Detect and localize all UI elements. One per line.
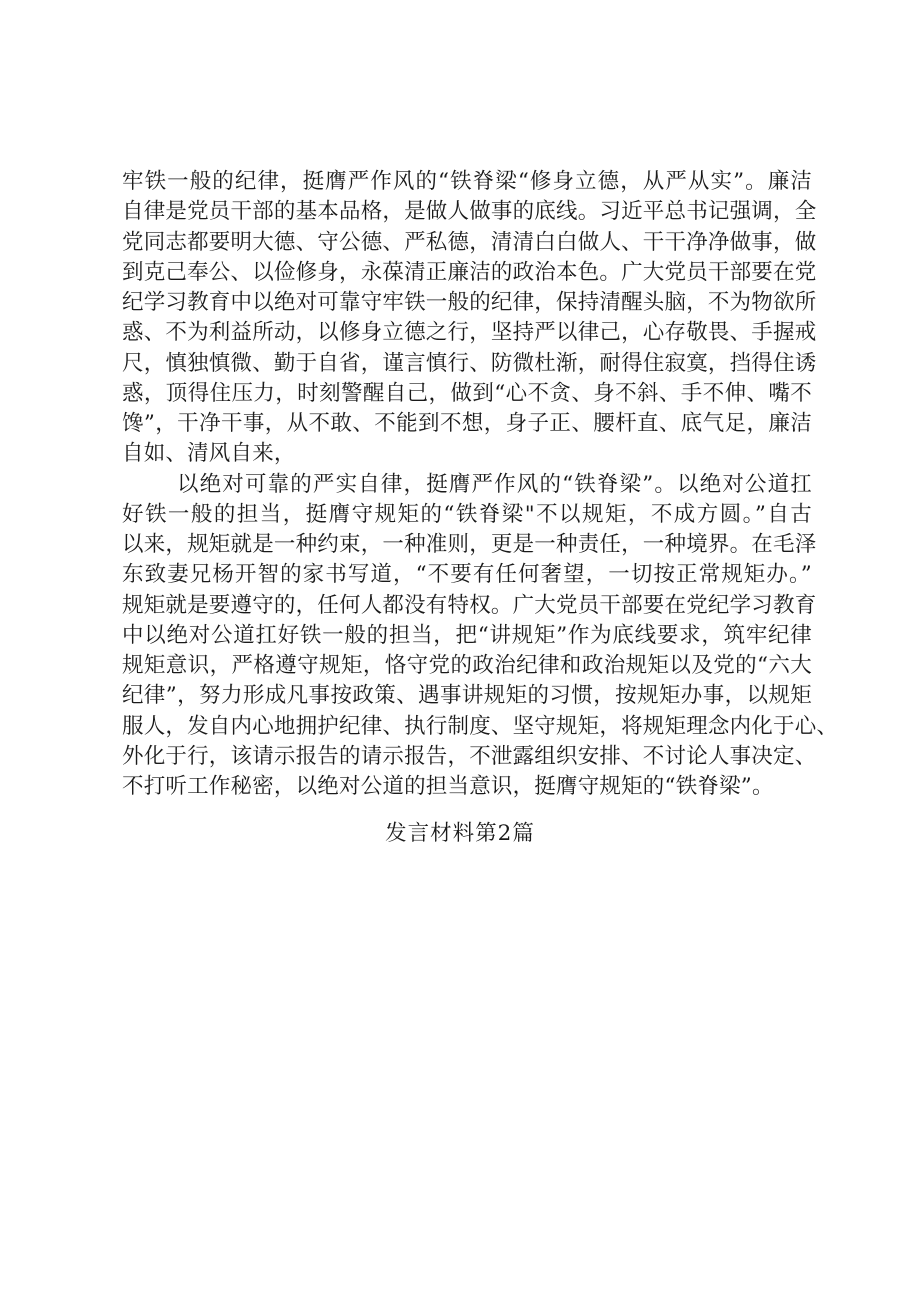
paragraph-line: 好铁一般的担当，挺膺守规矩的“铁脊梁"不以规矩，不成方圆。”自古 [122, 502, 812, 527]
paragraph-line: 东致妻兄杨开智的家书写道，“不要有任何奢望，一切按正常规矩办。” [122, 562, 812, 587]
paragraph-line: 惑，顶得住压力，时刻警醒自己，做到“心不贪、身不斜、手不伸、嘴不 [122, 381, 812, 406]
paragraph-line: 党同志都要明大德、守公德、严私德，清清白白做人、干干净净做事，做 [122, 230, 817, 255]
paragraph-line: 馋”，干净干事，从不敢、不能到不想，身子正、腰杆直、底气足，廉洁 [122, 411, 812, 436]
section-title: 发言材料第2篇 [385, 821, 535, 847]
paragraph-line: 规矩意识，严格遵守规矩，恪守党的政治纪律和政治规矩以及党的“六大 [122, 653, 812, 678]
paragraph-line: 不打听工作秘密，以绝对公道的担当意识，挺膺守规矩的“铁脊梁”。 [122, 774, 774, 799]
paragraph-line: 纪学习教育中以绝对可靠守牢铁一般的纪律，保持清醒头脑，不为物欲所 [122, 290, 817, 315]
paragraph-line: 中以绝对公道扛好铁一般的担当，把“讲规矩”作为底线要求，筑牢纪律 [122, 623, 812, 648]
paragraph-line: 服人，发自内心地拥护纪律、执行制度、坚守规矩，将规矩理念内化于心、 [122, 714, 839, 739]
paragraph-line: 以来，规矩就是一种约束，一种准则，更是一种责任，一种境界。在毛泽 [122, 532, 817, 557]
paragraph-line: 以绝对可靠的严实自律，挺膺严作风的“铁脊梁”。以绝对公道扛 [177, 472, 812, 497]
paragraph-line: 到克己奉公、以俭修身，永葆清正廉洁的政治本色。广大党员干部要在党 [122, 260, 817, 285]
paragraph-line: 外化于行，该请示报告的请示报告，不泄露组织安排、不讨论人事决定、 [122, 744, 817, 769]
paragraph-line: 纪律”，努力形成凡事按政策、遇事讲规矩的习惯，按规矩办事，以规矩 [122, 683, 812, 708]
paragraph-line: 自律是党员干部的基本品格，是做人做事的底线。习近平总书记强调，全 [122, 199, 817, 224]
paragraph-line: 尺，慎独慎微、勤于自省，谨言慎行、防微杜渐，耐得住寂寞，挡得住诱 [122, 351, 817, 376]
paragraph-line: 规矩就是要遵守的，任何人都没有特权。广大党员干部要在党纪学习教育 [122, 593, 817, 618]
paragraph-line: 惑、不为利益所动，以修身立德之行，坚持严以律己，心存敬畏、手握戒 [122, 320, 817, 345]
paragraph-line: 牢铁一般的纪律，挺膺严作风的“铁脊梁“修身立德，从严从实”。廉洁 [122, 169, 812, 194]
paragraph-line: 自如、清风自来， [122, 441, 296, 466]
